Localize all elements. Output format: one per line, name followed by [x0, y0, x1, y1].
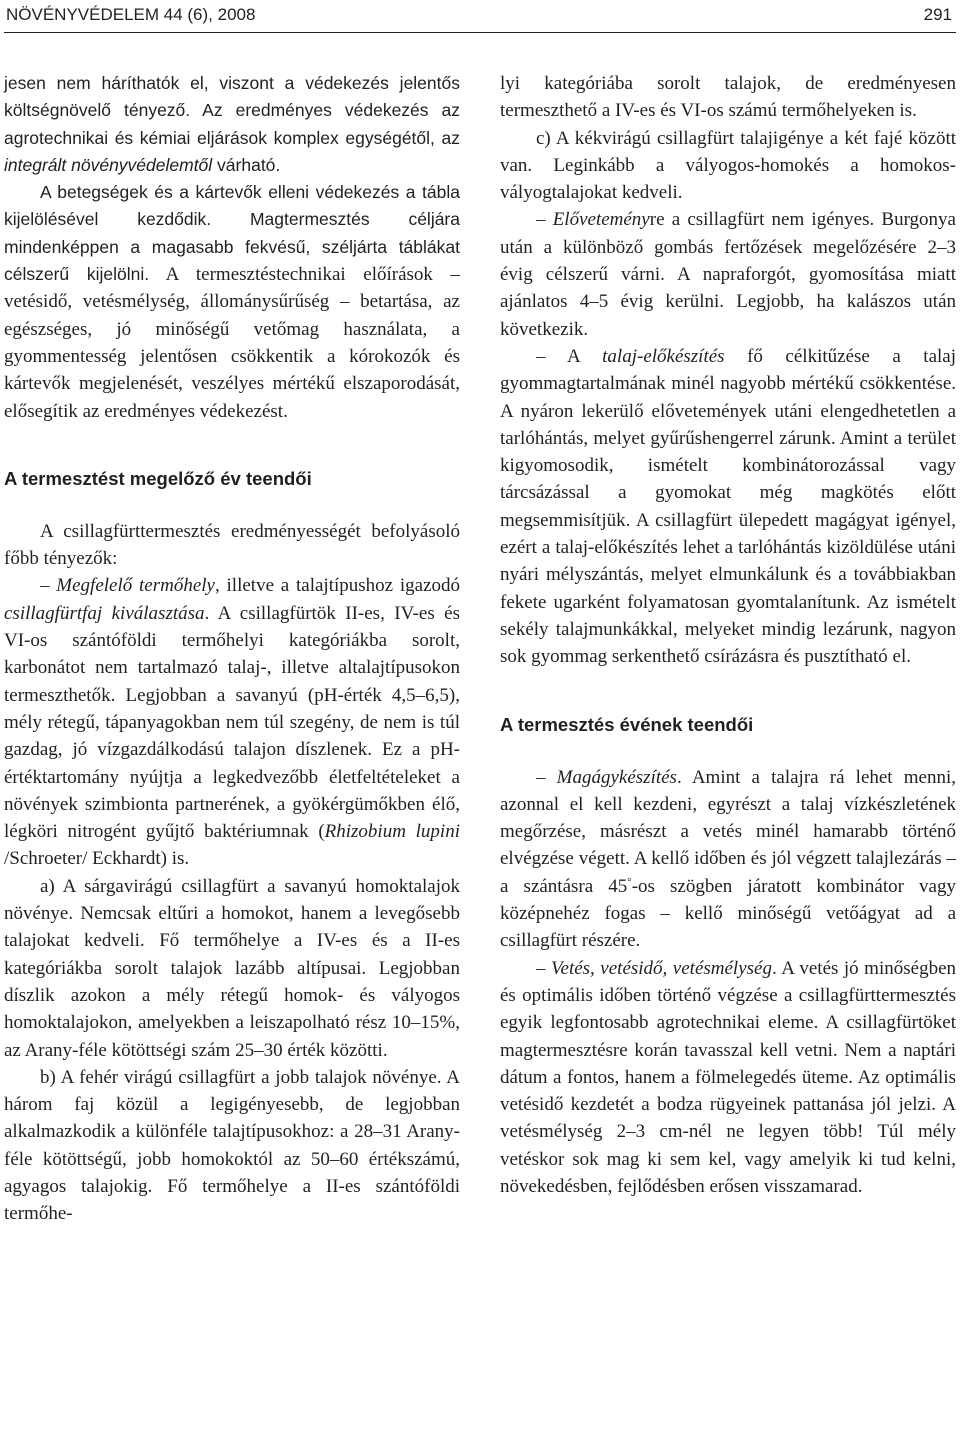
left-column: [4, 70, 460, 1228]
paragraph: a) A sárgavirágú csillagfürt a savanyú homoktalajok növénye. Nemcsak eltűri a homokot, hanem a levegősebb talajokat kedveli. Fő termőhelye a IV-es és a II-es kategóriákba sorolt talajok lazább altípusai. Legjobban díszlik azokon a mély rétegű homok- és vályogos homoktalajokon, amelyekben a leiszapolható rész 10–15%, az Arany-féle kötöttségi szám 25–30 érték közötti.: [4, 875, 460, 1061]
paragraph: – Megfelelő termőhely, illetve a talajtípushoz igazodó csillagfürtfaj kiválasztása. A csillagfürtök II-es, IV-es és VI-os szántóföldi termőhelyi kategóriákba sorolt, karbonátot nem tartalmazó talaj-, illetve altalajtípusokon termeszthetők. Legjobban a savanyú (pH-érték 4,5–6,5), mély rétegű, tápanyagokban nem túl szegény, de nem is túl gazdag, jó vízgazdálkodású talajon díszlenek. Ez a pH-értéktartomány nyújtja a legkedvezőbb életfeltételeket a növények szimbionta partnerének, a gyökérgümőkben élő, légköri nitrogént gyűjtő baktériumnak (Rhizobium lupini /Schroeter/ Eckhardt) is.: [4, 575, 461, 870]
paragraph: b) A fehér virágú csillagfürt a jobb talajok növénye. A három faj közül a legigényesebb, de legjobban alkalmazkodik a különféle talajtípusokhoz: a 28–31 Arany-féle kötöttségű, jobb homokoktól az 50–60 értékszámú, agyagos talajokig. Fő termőhelye a II-es szántóföldi termőhe-: [4, 1066, 460, 1225]
paragraph: – Magágykészítés. Amint a talajra rá lehet menni, azonnal el kell kezdeni, egyrészt a talaj vízkészletének megőrzése, másrészt a vetés minél hamarabb történő elvégzése végett. A kellő időben és jól végzett talajlezárás – a szántásra 45°-os szögben járatott kombinátor vagy középnehéz fogas – kellő minőségű vetőágyat ad a csillagfürt részére.: [500, 766, 956, 952]
paragraph: c) A kékvirágú csillagfürt talajigénye a két fajé között van. Leginkább a vályogos-homokés a homokos-vályogtalajokat kedveli.: [500, 127, 956, 204]
header-rule: [4, 32, 956, 33]
paragraph: jesen nem háríthatók el, viszont a védekezés jelentős költségnövelő tényező. Az eredményes védekezés az agrotechnikai és kémiai eljárások komplex egységétől, az integrált növényvédelemtől várható.: [4, 73, 460, 175]
page-number: 291: [923, 5, 952, 24]
paragraph: – A talaj-előkészítés fő célkitűzése a talaj gyommagtartalmának minél nagyobb mértékű csökkentése. A nyáron lekerülő elővetemények utáni elengedhetetlen a tarlóhántás, melyet gyűrűshengerrel zárunk. Amint a terület kigyomosodik, ismételt kombinátorozással vagy tárcsázással a gyomokat még magkötés előtt megsemmisítjük. A csillagfürt ülepedett magágyat igényel, ezért a talaj-előkészítés lehet a tarlóhántás kizöldülése utáni nyári mélyszántás, melyet elmunkálunk és a továbbiakban fekete ugarként folyamatosan gyomtalanítunk. Az ismételt sekély talajmunkákkal, melyeket mindig lezárunk, nagyon sok gyommag serkenthető csírázásra és pusztítható el.: [500, 345, 956, 668]
section-heading: A termesztést megelőző év teendői: [4, 467, 312, 489]
paragraph: A betegségek és a kártevők elleni védekezés a tábla kijelölésével kezdődik. Magtermesztés céljára mindenképpen a magasabb fekvésű, széljárta táblákat célszerű kijelölni. A termesztéstechnikai előírások – vetésidő, vetésmélység, állománysűrűség – betartása, az egészséges, jó minőségű vetőmag használata, a gyommentesség jelentősen csökkentik a kórokozók és kártevők megjelenését, veszélyes mértékű elszaporodását, elősegítik az eredményes védekezést.: [4, 182, 460, 422]
running-header: [4, 3, 956, 33]
paragraph: – Előveteményre a csillagfürt nem igényes. Burgonya után a különböző gombás fertőzések megelőzésére 2–3 évig célszerű várni. A napraforgót, gyomosítása miatt ajánlatos 4–5 évig kerülni. Legjobb, ha kalászos után következik.: [500, 209, 956, 340]
paragraph: lyi kategóriába sorolt talajok, de eredményesen termeszthető a IV-es és VI-os számú termőhelyeken is.: [500, 73, 956, 122]
journal-citation: NÖVÉNYVÉDELEM 44 (6), 2008: [6, 5, 256, 24]
paragraph: A csillagfürttermesztés eredményességét befolyásoló főbb tényezők:: [4, 520, 460, 570]
section-heading: A termesztés évének teendői: [500, 713, 754, 735]
paragraph: – Vetés, vetésidő, vetésmélység. A vetés jó minőségben és optimális időben történő végzése a csillagfürttermesztés egyik legfontosabb agrotechnikai eleme. A csillagfürtöket magtermesztésre korán tavasszal kell vetni. Nem a naptári dátum a fontos, hanem a fölmelegedés üteme. Az optimális vetésidő kezdetét a bodza rügyeinek pattanása jól jelzi. A vetésmélység 2–3 cm-nél ne legyen több! Túl mély vetéskor sok mag ki sem kel, vagy amelyik ki tud kelni, növekedésben, fejlődésben erősen visszamarad.: [500, 957, 957, 1197]
right-column: [500, 70, 956, 1200]
